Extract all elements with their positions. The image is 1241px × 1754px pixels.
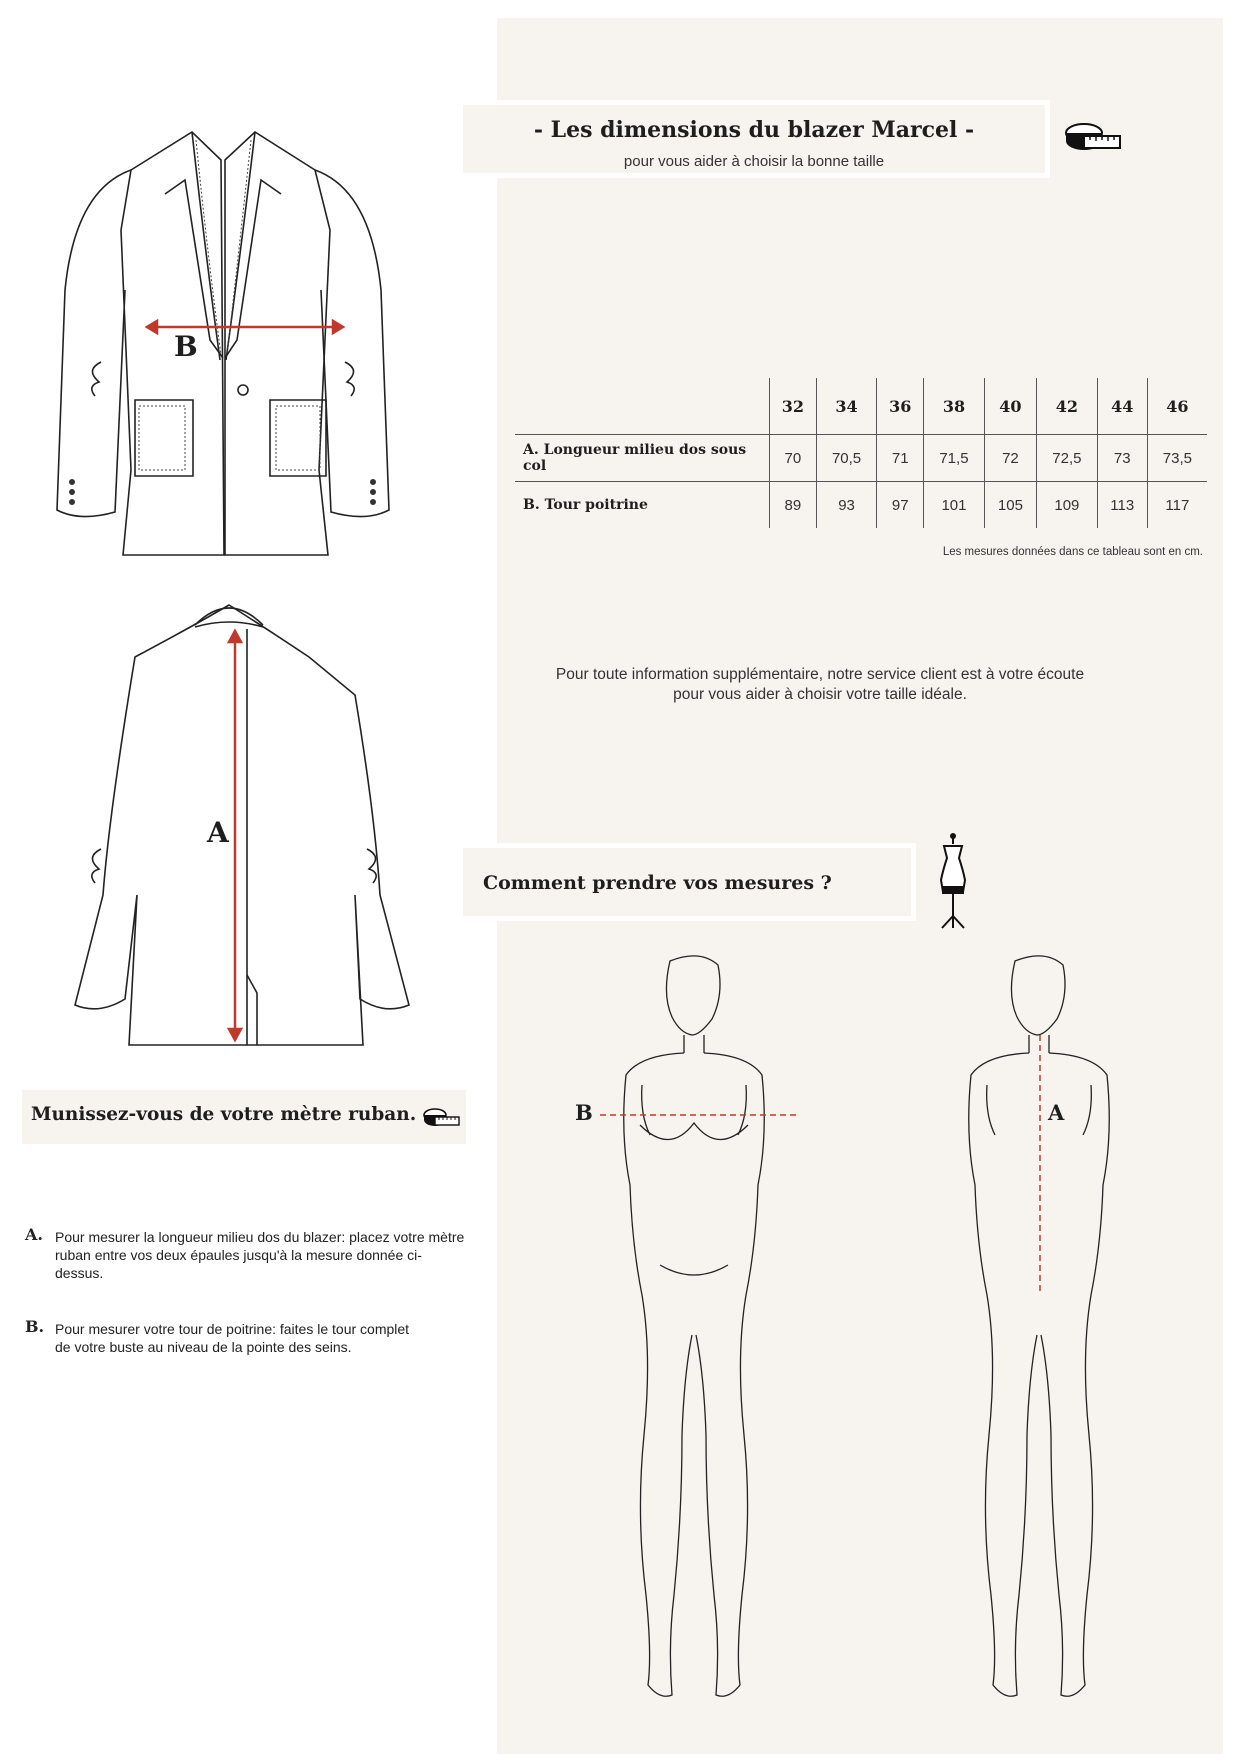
info-text (520, 665, 1120, 705)
row-label: A. Longueur milieu dos sous col (515, 435, 770, 482)
size-table (515, 378, 1207, 528)
table-cell: 117 (1147, 482, 1207, 529)
back-jacket-label: A (207, 816, 229, 849)
table-row (515, 435, 1207, 482)
how-to-box (458, 843, 916, 921)
instruction-a (25, 1225, 465, 1282)
size-header: 40 (984, 378, 1036, 435)
title-box (458, 100, 1050, 178)
table-cell: 70 (770, 435, 817, 482)
table-cell: 89 (770, 482, 817, 529)
size-header: 38 (924, 378, 985, 435)
size-header: 34 (816, 378, 877, 435)
size-header: 42 (1037, 378, 1098, 435)
table-cell: 73,5 (1147, 435, 1207, 482)
instruction-text: Pour mesurer la longueur milieu dos du blazer: placez votre mètre ruban entre vos deux épaules jusqu'à la mesure donnée ci-dessus. (55, 1229, 465, 1281)
back-body-label: A (1048, 1100, 1065, 1125)
table-cell: 93 (816, 482, 877, 529)
info-line: pour vous aider à choisir votre taille idéale. (673, 686, 967, 703)
table-cell: 72,5 (1037, 435, 1098, 482)
size-header: 32 (770, 378, 817, 435)
row-label: B. Tour poitrine (523, 497, 648, 513)
table-row (515, 482, 1207, 529)
page-subtitle: pour vous aider à choisir la bonne taille (623, 153, 885, 170)
info-line: Pour toute information supplémentaire, notre service client est à votre écoute (555, 666, 1085, 683)
table-cell: 109 (1037, 482, 1098, 529)
table-cell: 71,5 (924, 435, 985, 482)
table-cell: 70,5 (816, 435, 877, 482)
tape-title: Munissez-vous de votre mètre ruban. (31, 1104, 417, 1125)
table-cell: 97 (877, 482, 924, 529)
page-title: - Les dimensions du blazer Marcel - (533, 117, 975, 143)
size-header: 46 (1147, 378, 1207, 435)
instruction-text: Pour mesurer votre tour de poitrine: faites le tour complet de votre buste au niveau de la pointe des seins. (55, 1321, 410, 1355)
how-to-title: Comment prendre vos mesures ? (483, 872, 832, 894)
instruction-b (25, 1317, 415, 1356)
table-cell: 101 (924, 482, 985, 529)
table-cell: 73 (1097, 435, 1147, 482)
size-header: 36 (877, 378, 924, 435)
blazer-front-illustration (55, 110, 445, 570)
tape-measure-icon (422, 1106, 462, 1130)
instruction-key: A. (25, 1225, 43, 1244)
table-cell: 71 (877, 435, 924, 482)
tape-banner (22, 1090, 466, 1144)
table-cell: 72 (984, 435, 1036, 482)
table-cell: 105 (984, 482, 1036, 529)
blazer-back-illustration (55, 595, 445, 1055)
tape-measure-icon (1062, 118, 1126, 156)
front-jacket-label: B (174, 330, 198, 363)
instruction-key: B. (25, 1317, 45, 1336)
body-front-illustration (600, 955, 800, 1715)
body-back-illustration (945, 955, 1145, 1715)
size-header: 44 (1097, 378, 1147, 435)
table-cell: 113 (1097, 482, 1147, 529)
front-body-label: B (575, 1100, 593, 1125)
dress-form-icon (930, 830, 976, 930)
table-note: Les mesures données dans ce tableau sont en cm. (942, 546, 1203, 558)
